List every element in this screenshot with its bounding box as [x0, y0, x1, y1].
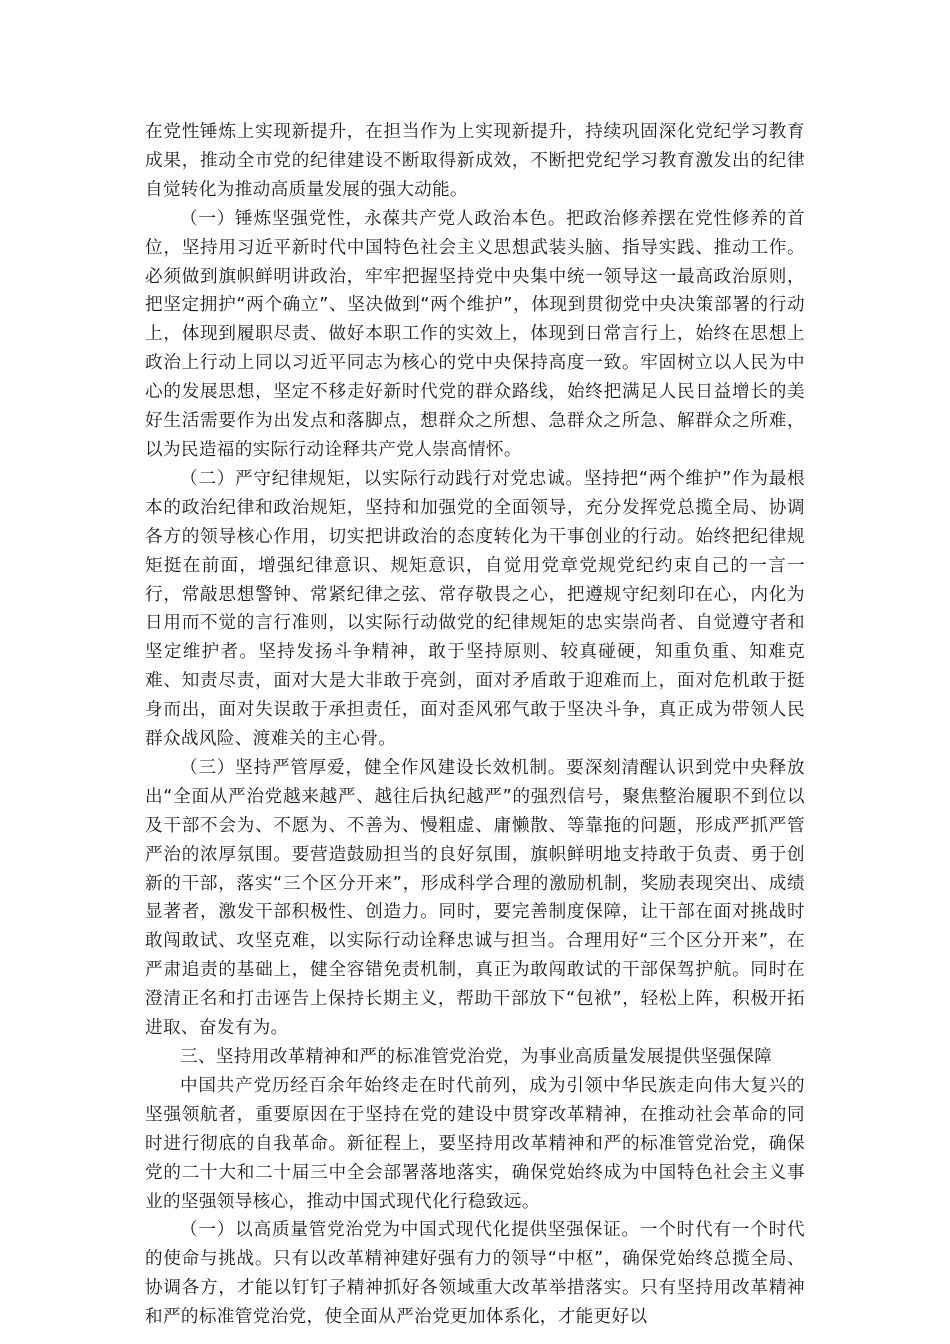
paragraph-section-2-1: （一）锤炼坚强党性，永葆共产党人政治本色。把政治修养摆在党性修养的首位，坚持用习近平新时代中国特色社会主义思想武装头脑、指导实践、推动工作。必须做到旗帜鲜明讲政治，牢牢把握坚持党中央集中统一领导这一最高政治原则，把坚定拥护“两个确立”、坚决做到“两个维护”，体现到贯彻党中央决策部署的行动上，体现到履职尽责、做好本职工作的实效上，体现到日常言行上，始终在思想上政治上行动上同以习近平同志为核心的党中央保持高度一致。牢固树立以人民为中心的发展思想，坚定不移走好新时代党的群众路线，始终把满足人民日益增长的美好生活需要作为出发点和落脚点，想群众之所想、急群众之所急、解群众之所难，以为民造福的实际行动诠释共产党人崇高情怀。	[145, 208, 805, 460]
document-body	[145, 118, 805, 1332]
paragraph-section-3-1: （一）以高质量管党治党为中国式现代化提供坚强保证。一个时代有一个时代的使命与挑战。只有以改革精神建好强有力的领导“中枢”，确保党始终总揽全局、协调各方，才能以钉钉子精神抓好各领域重大改革举措落实。只有坚持用改革精神和严的标准管党治党，使全面从严治党更加体系化，才能更好以	[145, 1220, 805, 1328]
paragraph-section-2-2: （二）严守纪律规矩，以实际行动践行对党忠诚。坚持把“两个维护”作为最根本的政治纪律和政治规矩，坚持和加强党的全面领导，充分发挥党总揽全局、协调各方的领导核心作用，切实把讲政治的态度转化为干事创业的行动。始终把纪律规矩挺在前面，增强纪律意识、规矩意识，自觉用党章党规党纪约束自己的一言一行，常敲思想警钟、常紧纪律之弦、常存敬畏之心，把遵规守纪刻印在心，内化为日用而不觉的言行准则，以实际行动做党的纪律规矩的忠实崇尚者、自觉遵守者和坚定维护者。坚持发扬斗争精神，敢于坚持原则、较真碰硬，知重负重、知难克难、知责尽责，面对大是大非敢于亮剑，面对矛盾敢于迎难而上，面对危机敢于挺身而出，面对失误敢于承担责任，面对歪风邪气敢于坚决斗争，真正成为带领人民群众战风险、渡难关的主心骨。	[145, 468, 805, 750]
paragraph-intro-continuation: 在党性锤炼上实现新提升，在担当作为上实现新提升，持续巩固深化党纪学习教育成果，推动全市党的纪律建设不断取得新成效，不断把党纪学习教育激发出的纪律自觉转化为推动高质量发展的强大动能。	[145, 122, 805, 200]
section-heading-3: 三、坚持用改革精神和严的标准管党治党，为事业高质量发展提供坚强保障	[180, 1047, 773, 1067]
paragraph-section-3-intro: 中国共产党历经百余年始终走在时代前列，成为引领中华民族走向伟大复兴的坚强领航者，重要原因在于坚持在党的建设中贯穿改革精神，在推动社会革命的同时进行彻底的自我革命。新征程上，要坚持用改革精神和严的标准管党治党，确保党的二十大和二十届三中全会部署落地落实，确保党始终成为中国特色社会主义事业的坚强领导核心，推动中国式现代化行稳致远。	[145, 1075, 805, 1212]
paragraph-section-2-3: （三）坚持严管厚爱，健全作风建设长效机制。要深刻清醒认识到党中央释放出“全面从严治党越来越严、越往后执纪越严”的强烈信号，聚焦整治履职不到位以及干部不会为、不愿为、不善为、慢粗虚、庸懒散、等靠拖的问题，形成严抓严管严治的浓厚氛围。要营造鼓励担当的良好氛围，旗帜鲜明地支持敢于负责、勇于创新的干部，落实“三个区分开来”，形成科学合理的激励机制，奖励表现突出、成绩显著者，激发干部积极性、创造力。同时，要完善制度保障，让干部在面对挑战时敢闯敢试、攻坚克难，以实际行动诠释忠诚与担当。合理用好“三个区分开来”，在严肃追责的基础上，健全容错免责机制，真正为敢闯敢试的干部保驾护航。同时在澄清正名和打击诬告上保持长期主义，帮助干部放下“包袱”，轻松上阵，积极开拓进取、奋发有为。	[145, 757, 805, 1039]
